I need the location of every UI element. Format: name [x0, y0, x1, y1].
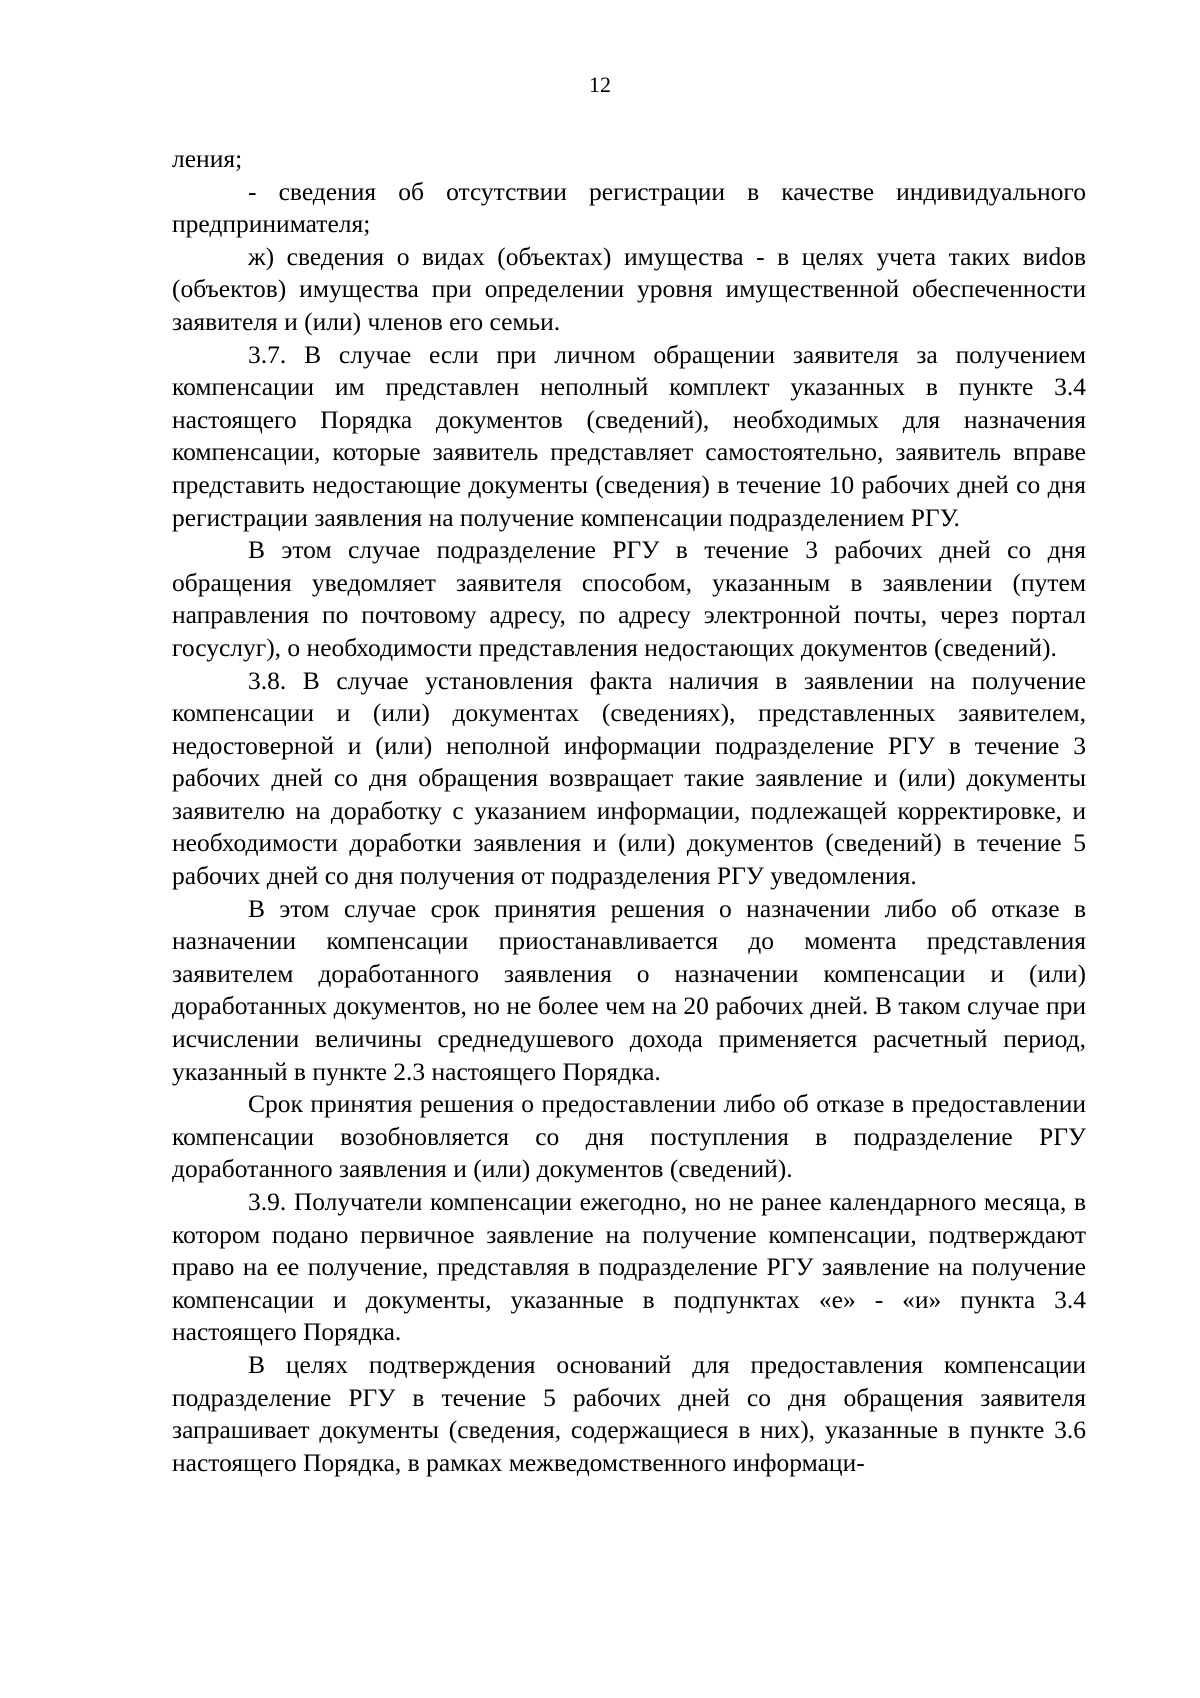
paragraph-no-ip-registration: - сведения об отсутствии регистрации в качестве индивидуального предпринимателя; — [172, 176, 1086, 239]
paragraph-3-7-notice: В этом случае подразделение РГУ в течение 3 рабочих дней со дня обращения уведомляет заявителя способом, указанным в заявлении (путем направления по почтовому адресу, по адресу электронной почты, через портал госуслуг), о необходимости представления недостающих документов (сведений). — [172, 535, 1086, 662]
paragraph-3-7: 3.7. В случае если при личном обращении заявителя за получением компенсации им представлен неполный комплект указанных в пункте 3.4 настоящего Порядка документов (сведений), необходимых для назначения компенсации, которые заявитель представляет самостоятельно, заявитель вправе представить недостающие документы (сведения) в течение 10 рабочих дней со дня регистрации заявления на получение компенсации подразделением РГУ. — [172, 339, 1086, 532]
paragraph-item-zh: ж) сведения о видах (объектах) имущества - в целях учета таких виdов (объектов) имущества при определении уровня имущественной обеспеченности заявителя и (или) членов его семьи. — [172, 241, 1086, 336]
page-number: 12 — [589, 72, 611, 97]
paragraph-3-8: 3.8. В случае установления факта наличия в заявлении на получение компенсации и (или) документах (сведениях), представленных заявителем, недостоверной и (или) неполной информации подразделение РГУ в течение 3 рабочих дней со дня обращения возвращает такие заявление и (или) документы заявителю на доработку с указанием информации, подлежащей корректировке, и необходимости доработки заявления и (или) документов (сведений) в течение 5 рабочих дней со дня получения от подразделения РГУ уведомления. — [172, 665, 1086, 891]
paragraph-3-8-resumption: Срок принятия решения о предоставлении либо об отказе в предоставлении компенсации возобновляется со дня поступления в подразделение РГУ доработанного заявления и (или) документов (сведений). — [172, 1089, 1086, 1184]
document-body — [172, 143, 1086, 1479]
paragraph-3-8-suspension: В этом случае срок принятия решения о назначении либо об отказе в назначении компенсации приостанавливается до момента представления заявителем доработанного заявления о назначении компенсации и (или) доработанных документов, но не более чем на 20 рабочих дней. В таком случае при исчислении величины среднедушевого дохода применяется расчетный период, указанный в пункте 2.3 настоящего Порядка. — [172, 893, 1086, 1086]
paragraph-continuation: ления; — [172, 144, 243, 173]
paragraph-3-9-verification: В целях подтверждения оснований для предоставления компенсации подразделение РГУ в течение 5 рабочих дней со дня обращения заявителя запрашивает документы (сведения, содержащиеся в них), указанные в пункте 3.6 настоящего Порядка, в рамках межведомственного информаци- — [172, 1349, 1086, 1477]
paragraph-3-9: 3.9. Получатели компенсации ежегодно, но не ранее календарного месяца, в котором подано первичное заявление на получение компенсации, подтверждают право на ее получение, представляя в подразделение РГУ заявление на получение компенсации и документы, указанные в подпунктах «е» - «и» пункта 3.4 настоящего Порядка. — [172, 1187, 1086, 1347]
